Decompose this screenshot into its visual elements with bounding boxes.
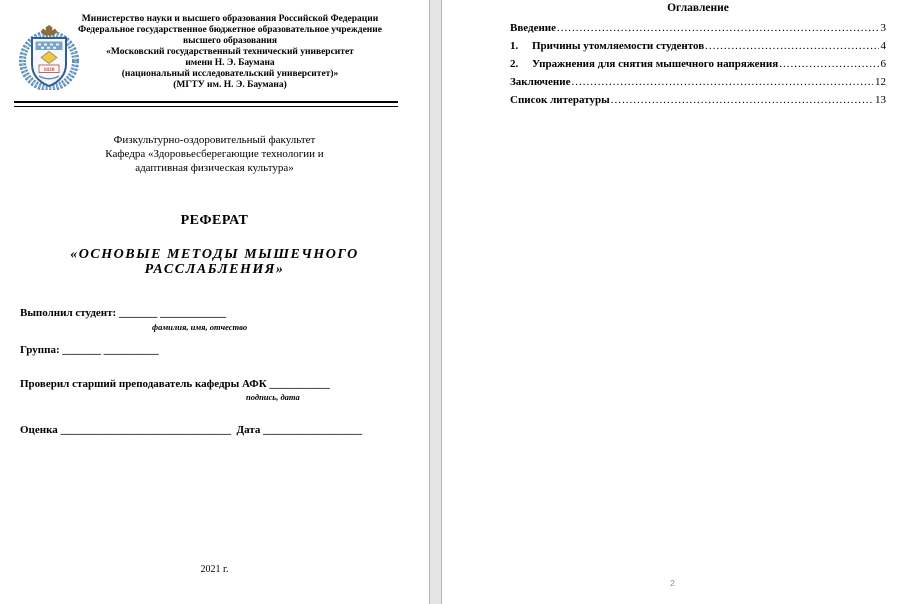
faculty-line: Кафедра «Здоровьесберегающие технологии и <box>105 147 324 160</box>
header-line: имени Н. Э. Баумана <box>185 58 275 68</box>
toc-entry-number: 2. <box>510 58 519 70</box>
year-label: 2021 г. <box>200 564 229 575</box>
toc-entry-label: Введение <box>510 22 557 34</box>
toc-leader-dots <box>557 22 878 34</box>
student-name-caption: фамилия, имя, отчество <box>152 322 248 332</box>
toc-entry-label: Причины утомляемости студентов <box>532 40 705 52</box>
document-title-line: РАССЛАБЛЕНИЯ» <box>144 262 285 277</box>
toc-entry-label: Заключение <box>510 76 571 88</box>
toc-block <box>442 0 903 604</box>
toc-entry-chapter-2[interactable] <box>510 58 886 76</box>
toc-entry-chapter-1[interactable] <box>510 40 886 58</box>
toc-leader-dots <box>779 58 878 70</box>
toc-leader-dots <box>611 94 873 106</box>
toc-entry-introduction[interactable] <box>510 22 886 40</box>
faculty-line: Физкультурно-оздоровительный факультет <box>113 134 316 146</box>
emblem-year-label: 1830 <box>43 67 55 73</box>
toc-entry-conclusion[interactable] <box>510 76 886 94</box>
student-name-field: Выполнил студент: _______ ____________ <box>20 307 227 319</box>
toc-entry-page-number: 6 <box>880 58 886 70</box>
toc-page <box>441 0 903 604</box>
toc-leader-dots <box>571 76 873 88</box>
document-title-line: «ОСНОВЫЕ МЕТОДЫ МЫШЕЧНОГО <box>70 247 359 262</box>
toc-leader-dots <box>705 40 878 52</box>
ministry-header <box>52 14 408 91</box>
grade-and-date-field: Оценка _______________________________ Дата __________________ <box>20 424 363 436</box>
document-title <box>0 247 429 277</box>
toc-entry-page-number: 13 <box>875 94 886 106</box>
page-number-folio: 2 <box>670 578 675 588</box>
header-line: «Московский государственный технический университет <box>106 47 354 57</box>
signature-date-caption: подпись, дата <box>246 392 300 402</box>
toc-entry-page-number: 3 <box>880 22 886 34</box>
toc-entry-label: Список литературы <box>510 94 610 106</box>
faculty-block <box>0 134 429 175</box>
toc-entry-number: 1. <box>510 40 519 52</box>
checked-by-field: Проверил старший преподаватель кафедры АФК ___________ <box>20 378 330 390</box>
toc-heading: Оглавление <box>667 2 729 14</box>
header-line: (национальный исследовательский университет)» <box>121 69 339 79</box>
toc-entry-page-number: 12 <box>875 76 886 88</box>
toc-entry-label: Упражнения для снятия мышечного напряжения <box>532 58 779 70</box>
title-page <box>0 0 430 604</box>
header-line: Министерство науки и высшего образования Российской Федерации <box>81 14 379 24</box>
header-line: высшего образования <box>183 36 277 46</box>
group-field: Группа: _______ __________ <box>20 344 159 356</box>
header-line: Федеральное государственное бюджетное образовательное учреждение <box>78 25 382 35</box>
header-divider-rule <box>14 101 398 107</box>
document-type-heading: РЕФЕРАТ <box>180 213 249 228</box>
toc-entry-page-number: 4 <box>880 40 886 52</box>
faculty-line: адаптивная физическая культура» <box>135 161 294 174</box>
toc-entry-bibliography[interactable] <box>510 94 886 112</box>
header-line: (МГТУ им. Н. Э. Баумана) <box>173 80 287 90</box>
